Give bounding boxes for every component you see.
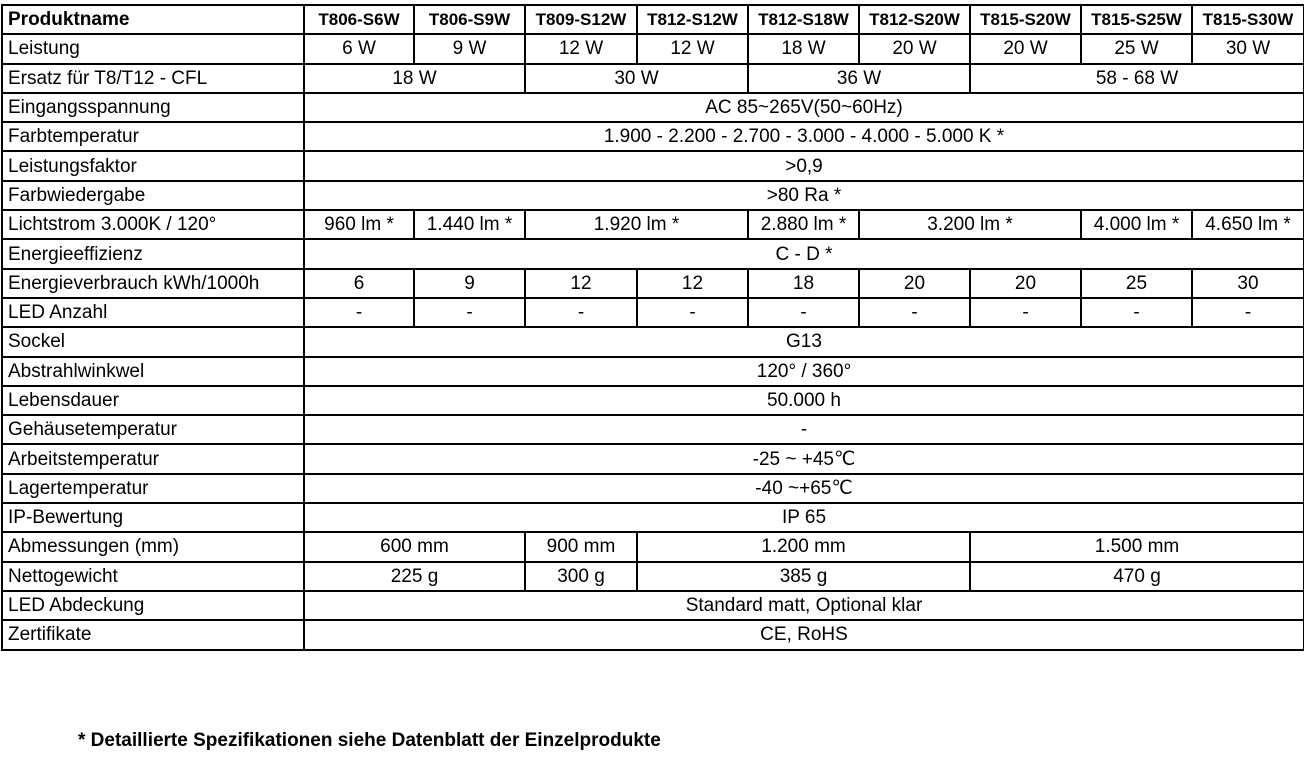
table-body [2, 34, 1304, 649]
row-label: LED Anzahl [2, 298, 304, 327]
table-cell: 30 W [1192, 34, 1304, 63]
table-cell: 20 [970, 269, 1081, 298]
model-header: T809-S12W [525, 5, 637, 34]
table-row [2, 386, 1304, 415]
model-header: T812-S12W [637, 5, 748, 34]
table-cell: 18 W [748, 34, 859, 63]
row-label: Sockel [2, 327, 304, 356]
table-row [2, 503, 1304, 532]
table-cell: 36 W [748, 64, 970, 93]
table-cell: - [748, 298, 859, 327]
table-cell: 30 W [525, 64, 748, 93]
row-label: Leistung [2, 34, 304, 63]
table-cell: 18 [748, 269, 859, 298]
table-cell: 600 mm [304, 532, 525, 561]
table-cell: 6 [304, 269, 414, 298]
row-label: Ersatz für T8/T12 - CFL [2, 64, 304, 93]
table-cell: 1.200 mm [637, 532, 970, 561]
row-label: Lagertemperatur [2, 474, 304, 503]
table-cell: 2.880 lm * [748, 210, 859, 239]
table-cell: C - D * [304, 239, 1304, 268]
row-label: LED Abdeckung [2, 591, 304, 620]
row-label: Abmessungen (mm) [2, 532, 304, 561]
table-row [2, 181, 1304, 210]
table-cell: 3.200 lm * [859, 210, 1081, 239]
table-cell: 12 W [525, 34, 637, 63]
table-cell: 900 mm [525, 532, 637, 561]
table-cell: 20 [859, 269, 970, 298]
row-label: IP-Bewertung [2, 503, 304, 532]
row-label: Abstrahlwinkwel [2, 357, 304, 386]
table-cell: 1.900 - 2.200 - 2.700 - 3.000 - 4.000 - 5.000 K * [304, 122, 1304, 151]
table-row [2, 93, 1304, 122]
row-label: Arbeitstemperatur [2, 444, 304, 473]
table-cell: 9 [414, 269, 525, 298]
table-cell: 1.920 lm * [525, 210, 748, 239]
table-cell: 50.000 h [304, 386, 1304, 415]
table-cell: - [304, 298, 414, 327]
row-label: Nettogewicht [2, 562, 304, 591]
table-row [2, 122, 1304, 151]
table-cell: 20 W [970, 34, 1081, 63]
table-row [2, 34, 1304, 63]
model-header: T815-S20W [970, 5, 1081, 34]
table-cell: - [1081, 298, 1192, 327]
table-cell: 18 W [304, 64, 525, 93]
table-cell: 1.500 mm [970, 532, 1304, 561]
table-cell: IP 65 [304, 503, 1304, 532]
row-label: Energieeffizienz [2, 239, 304, 268]
table-cell: - [970, 298, 1081, 327]
table-cell: 470 g [970, 562, 1304, 591]
table-cell: - [1192, 298, 1304, 327]
table-cell: 4.000 lm * [1081, 210, 1192, 239]
table-cell: AC 85~265V(50~60Hz) [304, 93, 1304, 122]
table-cell: 30 [1192, 269, 1304, 298]
table-cell: 58 - 68 W [970, 64, 1304, 93]
table-row [2, 269, 1304, 298]
table-cell: - [859, 298, 970, 327]
table-row [2, 327, 1304, 356]
table-cell: 12 W [637, 34, 748, 63]
row-label: Leistungsfaktor [2, 151, 304, 180]
table-cell: 9 W [414, 34, 525, 63]
table-cell: - [304, 415, 1304, 444]
table-cell: 4.650 lm * [1192, 210, 1304, 239]
model-header: T812-S18W [748, 5, 859, 34]
table-row [2, 239, 1304, 268]
table-cell: >80 Ra * [304, 181, 1304, 210]
table-cell: -40 ~+65℃ [304, 474, 1304, 503]
row-label: Zertifikate [2, 620, 304, 649]
table-cell: 25 W [1081, 34, 1192, 63]
table-cell: 300 g [525, 562, 637, 591]
table-cell: 1.440 lm * [414, 210, 525, 239]
model-header: T812-S20W [859, 5, 970, 34]
row-label: Energieverbrauch kWh/1000h [2, 269, 304, 298]
table-row [2, 532, 1304, 561]
table-cell: 12 [525, 269, 637, 298]
row-label: Farbtemperatur [2, 122, 304, 151]
model-header: T806-S9W [414, 5, 525, 34]
table-row [2, 591, 1304, 620]
spec-table [1, 4, 1304, 651]
table-cell: G13 [304, 327, 1304, 356]
table-cell: CE, RoHS [304, 620, 1304, 649]
table-cell: Standard matt, Optional klar [304, 591, 1304, 620]
table-row [2, 357, 1304, 386]
header-label: Produktname [2, 5, 304, 34]
row-label: Lichtstrom 3.000K / 120° [2, 210, 304, 239]
table-row [2, 620, 1304, 649]
table-row [2, 151, 1304, 180]
table-cell: >0,9 [304, 151, 1304, 180]
table-row [2, 210, 1304, 239]
footnote: * Detaillierte Spezifikationen siehe Datenblatt der Einzelprodukte [78, 730, 661, 751]
row-label: Lebensdauer [2, 386, 304, 415]
table-row [2, 474, 1304, 503]
row-label: Eingangsspannung [2, 93, 304, 122]
row-label: Gehäusetemperatur [2, 415, 304, 444]
row-label: Farbwiedergabe [2, 181, 304, 210]
model-header: T806-S6W [304, 5, 414, 34]
table-cell: 12 [637, 269, 748, 298]
table-cell: 20 W [859, 34, 970, 63]
table-cell: 225 g [304, 562, 525, 591]
table-cell: 25 [1081, 269, 1192, 298]
table-cell: 6 W [304, 34, 414, 63]
table-header-row [2, 5, 1304, 34]
table-cell: - [637, 298, 748, 327]
table-row [2, 562, 1304, 591]
table-cell: - [414, 298, 525, 327]
table-cell: -25 ~ +45℃ [304, 444, 1304, 473]
table-row [2, 298, 1304, 327]
table-cell: 120° / 360° [304, 357, 1304, 386]
model-header: T815-S30W [1192, 5, 1304, 34]
table-row [2, 415, 1304, 444]
table-cell: 385 g [637, 562, 970, 591]
table-row [2, 444, 1304, 473]
table-row [2, 64, 1304, 93]
table-cell: 960 lm * [304, 210, 414, 239]
table-cell: - [525, 298, 637, 327]
model-header: T815-S25W [1081, 5, 1192, 34]
